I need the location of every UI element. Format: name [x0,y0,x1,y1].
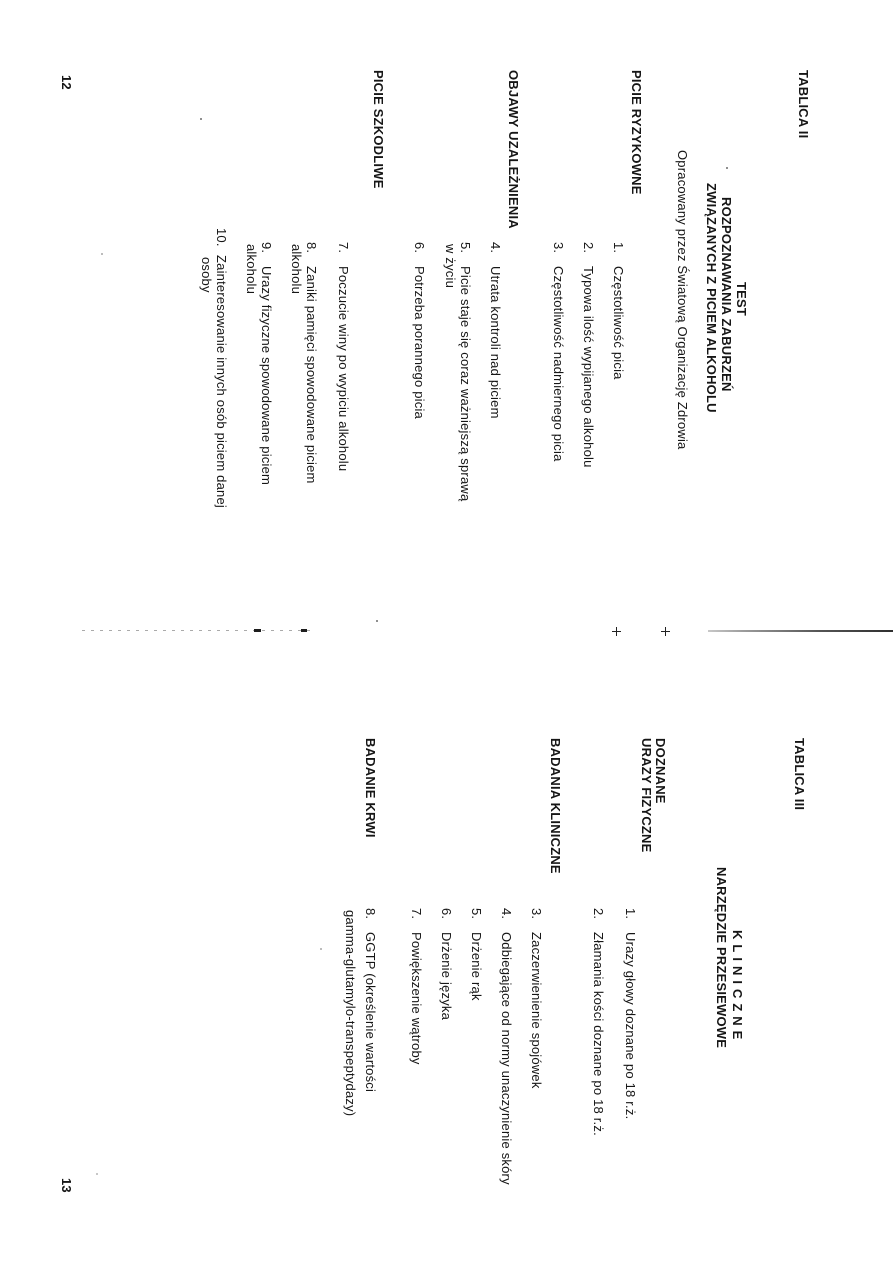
scan-speck [254,629,261,632]
document-title-line: KLINICZNE [730,930,745,1045]
list-item [591,908,605,1136]
item-number: 3. [529,908,544,920]
item-text-continuation: gamma-glutamylo-transpeptydazy) [343,910,358,1117]
list-item [304,242,318,484]
section-heading: BADANIA KLINICZNE [548,738,563,874]
registration-mark [612,627,621,636]
item-text: Odbiegające od normy unaczynienie skóry [499,932,514,1185]
section-heading: PICIE RYZYKOWNE [629,70,644,195]
list-item [529,908,543,1089]
section-heading: PICIE SZKODLIWE [371,70,386,189]
item-text-continuation: alkoholu [244,244,259,295]
item-text-continuation: w życiu [443,244,458,289]
item-number: 8. [304,242,319,254]
list-item [336,242,350,471]
section-heading: URAZY FIZYCZNE [639,738,654,853]
list-item [259,242,273,485]
item-number: 4. [499,908,514,920]
item-text-continuation: alkoholu [289,244,304,295]
page-number: 12 [59,75,74,90]
document-title-line: NARZĘDZIE PRZESIEWOWE [714,867,729,1049]
item-number: 2. [581,242,596,254]
item-number: 5. [469,908,484,920]
list-item [488,242,502,419]
list-item [439,908,453,1020]
item-text: Drżenie języka [439,932,454,1021]
item-number: 6. [439,908,454,920]
list-item [363,908,377,1092]
list-item [458,242,472,501]
item-text: GGTP (określenie wartości [363,932,378,1093]
item-text: Złamania kości doznane po 18 r.ż. [591,932,606,1136]
item-text: Potrzeba porannego picia [412,266,427,419]
item-text: Częstotliwość nadmiernego picia [551,266,566,462]
list-item [412,242,426,419]
page-number: 13 [59,1178,74,1193]
document-title-line: ZWIĄZANYCH Z PICIEM ALKOHOLU [704,183,719,413]
item-text: Częstotliwość picia [611,266,626,380]
page-fold-dashes [78,630,310,631]
list-item [611,242,625,380]
section-heading: OBJAWY UZALEŻNIENIA [506,70,521,229]
item-number: 1. [623,908,638,920]
scan-speck [96,1173,98,1175]
scan-speck [101,253,103,255]
list-item [581,242,595,468]
scan-speck [301,629,307,632]
item-text: Zainteresowanie innych osób piciem danej [214,255,229,508]
item-text: Zaniki pamięci spowodowane piciem [304,266,319,484]
section-heading: BADANIE KRWI [363,738,378,838]
list-item [469,908,483,1001]
item-number: 7. [336,242,351,254]
item-number: 2. [591,908,606,920]
page-fold-line [708,630,893,632]
item-number: 4. [488,242,503,254]
list-item [214,228,228,508]
item-number: 3. [551,242,566,254]
document-title-line: TEST [734,282,749,317]
item-text: Zaczerwienienie spojówek [529,932,544,1089]
item-number: 6. [412,242,427,254]
item-number: 1. [611,242,626,254]
item-text: Typowa ilość wypijanego alkoholu [581,266,596,468]
table-label: TABLICA III [792,738,807,811]
item-text: Picie staje się coraz ważniejszą sprawą [458,266,473,502]
scan-speck [200,118,202,120]
document-title-line: ROZPOZNAWANIA ZABURZEŃ [719,197,734,392]
list-item [551,242,565,462]
item-text: Drżenie rąk [469,932,484,1001]
document-subtitle: Opracowany przez Światową Organizację Zdrowia [675,150,690,450]
list-item [499,908,513,1185]
section-heading: DOZNANE [653,738,668,804]
list-item [409,908,423,1065]
item-text: Urazy fizyczne spowodowane piciem [259,266,274,486]
item-number: 7. [409,908,424,920]
item-text: Utrata kontroli nad piciem [488,266,503,419]
registration-mark [661,627,670,636]
item-number: 9. [259,242,274,254]
item-number: 8. [363,908,378,920]
item-text: Powiększenie wątroby [409,932,424,1065]
item-text: Urazy głowy doznane po 18 r.ż. [623,932,638,1120]
scan-speck [726,167,728,169]
scan-speck [376,620,378,622]
item-number: 5. [458,242,473,254]
list-item [623,908,637,1119]
item-text-continuation: osoby [199,257,214,293]
item-text: Poczucie winy po wypiciu alkoholu [336,266,351,472]
item-number: 10. [214,228,229,247]
scan-speck [320,948,322,950]
table-label: TABLICA II [796,70,811,139]
